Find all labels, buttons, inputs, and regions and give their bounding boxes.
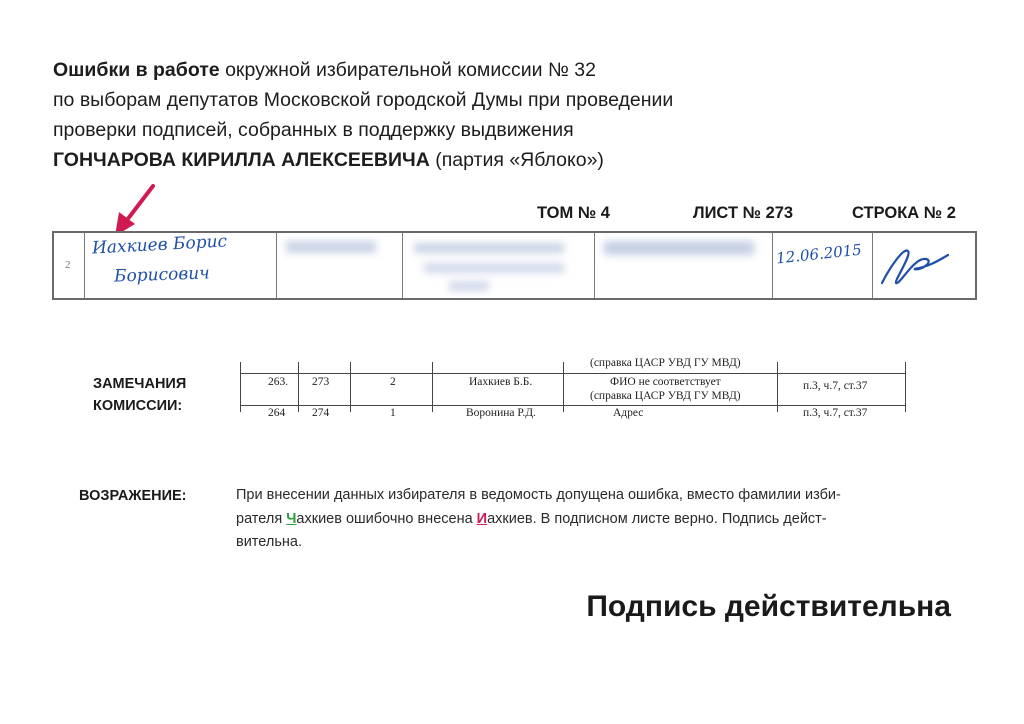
remark-row-263-sheet: 273 xyxy=(312,376,330,388)
blurred-address-1 xyxy=(414,243,564,253)
sheet-ref: ЛИСТ № 273 xyxy=(693,204,794,222)
commission-remarks-scan xyxy=(240,357,906,419)
remark-row-263-line: 2 xyxy=(390,376,396,388)
remark-row-264-article: п.3, ч.7, ст.37 xyxy=(803,407,868,419)
header-line-4 xyxy=(53,145,953,175)
candidate-name: ГОНЧАРОВА КИРИЛЛА АЛЕКСЕЕВИЧА xyxy=(53,149,430,171)
handwritten-date: 12.06.2015 xyxy=(775,240,863,268)
remark-row-263-name: Иахкиев Б.Б. xyxy=(469,376,533,388)
remark-row-263-reason: ФИО не соответствует xyxy=(610,376,721,388)
remark-row-263-reason-detail: (справка ЦАСР УВД ГУ МВД) xyxy=(590,390,741,402)
header-title-rest: окружной избирательной комиссии № 32 xyxy=(219,59,596,81)
blurred-address-2 xyxy=(424,263,564,273)
objection-l2-part-c: ахкиев. В подписном листе верно. Подпись дейст- xyxy=(487,510,827,527)
volume-ref: ТОМ № 4 xyxy=(537,204,610,222)
objection-l2-part-b: ахкиев ошибочно внесена xyxy=(296,510,477,527)
blurred-address-3 xyxy=(449,281,489,291)
header-line-3: проверки подписей, собранных в поддержку выдвижения xyxy=(53,119,574,141)
objection-line-2 xyxy=(236,508,956,532)
correct-letter: Ч xyxy=(286,510,297,527)
remarks-label-line-2: КОМИССИИ: xyxy=(93,398,183,414)
sheet-row-number: 2 xyxy=(65,259,71,271)
signature-mark-icon xyxy=(874,237,954,292)
verdict-heading: Подпись действительна xyxy=(586,590,951,623)
objection-label: ВОЗРАЖЕНИЕ: xyxy=(79,488,187,504)
header-title-bold: Ошибки в работе xyxy=(53,59,220,81)
remark-row-264-line: 1 xyxy=(390,407,396,419)
objection-l2-part-a: рателя xyxy=(236,510,287,527)
wrong-letter: И xyxy=(476,510,488,527)
partial-reason-top: (справка ЦАСР УВД ГУ МВД) xyxy=(590,357,741,369)
blurred-passport xyxy=(604,241,754,255)
blurred-birthdate xyxy=(286,241,376,253)
party-name: (партия «Яблоко») xyxy=(429,149,604,171)
remark-row-264-num: 264 xyxy=(268,407,286,419)
remark-row-263-num: 263. xyxy=(268,376,289,388)
objection-text xyxy=(236,484,956,555)
remark-row-263-article: п.3, ч.7, ст.37 xyxy=(803,380,868,392)
header-line-2: по выборам депутатов Московской городской Думы при проведении xyxy=(53,89,674,111)
objection-line-1: При внесении данных избирателя в ведомость допущена ошибка, вместо фамилии изби- xyxy=(236,487,841,503)
signature-sheet-scan xyxy=(52,231,977,300)
remark-row-264-reason: Адрес xyxy=(613,407,644,419)
remark-row-264-sheet: 274 xyxy=(312,407,330,419)
objection-line-3: вительна. xyxy=(236,534,302,550)
handwritten-surname: Иахкиев Борис xyxy=(91,231,228,259)
remark-row-264-name: Воронина Р.Д. xyxy=(466,407,536,419)
row-ref: СТРОКА № 2 xyxy=(852,204,956,222)
remarks-label-line-1: ЗАМЕЧАНИЯ xyxy=(93,376,187,392)
document-header xyxy=(53,55,953,175)
handwritten-patronymic: Борисович xyxy=(113,263,211,287)
commission-remarks-label xyxy=(93,373,186,417)
header-line-1 xyxy=(53,55,953,85)
